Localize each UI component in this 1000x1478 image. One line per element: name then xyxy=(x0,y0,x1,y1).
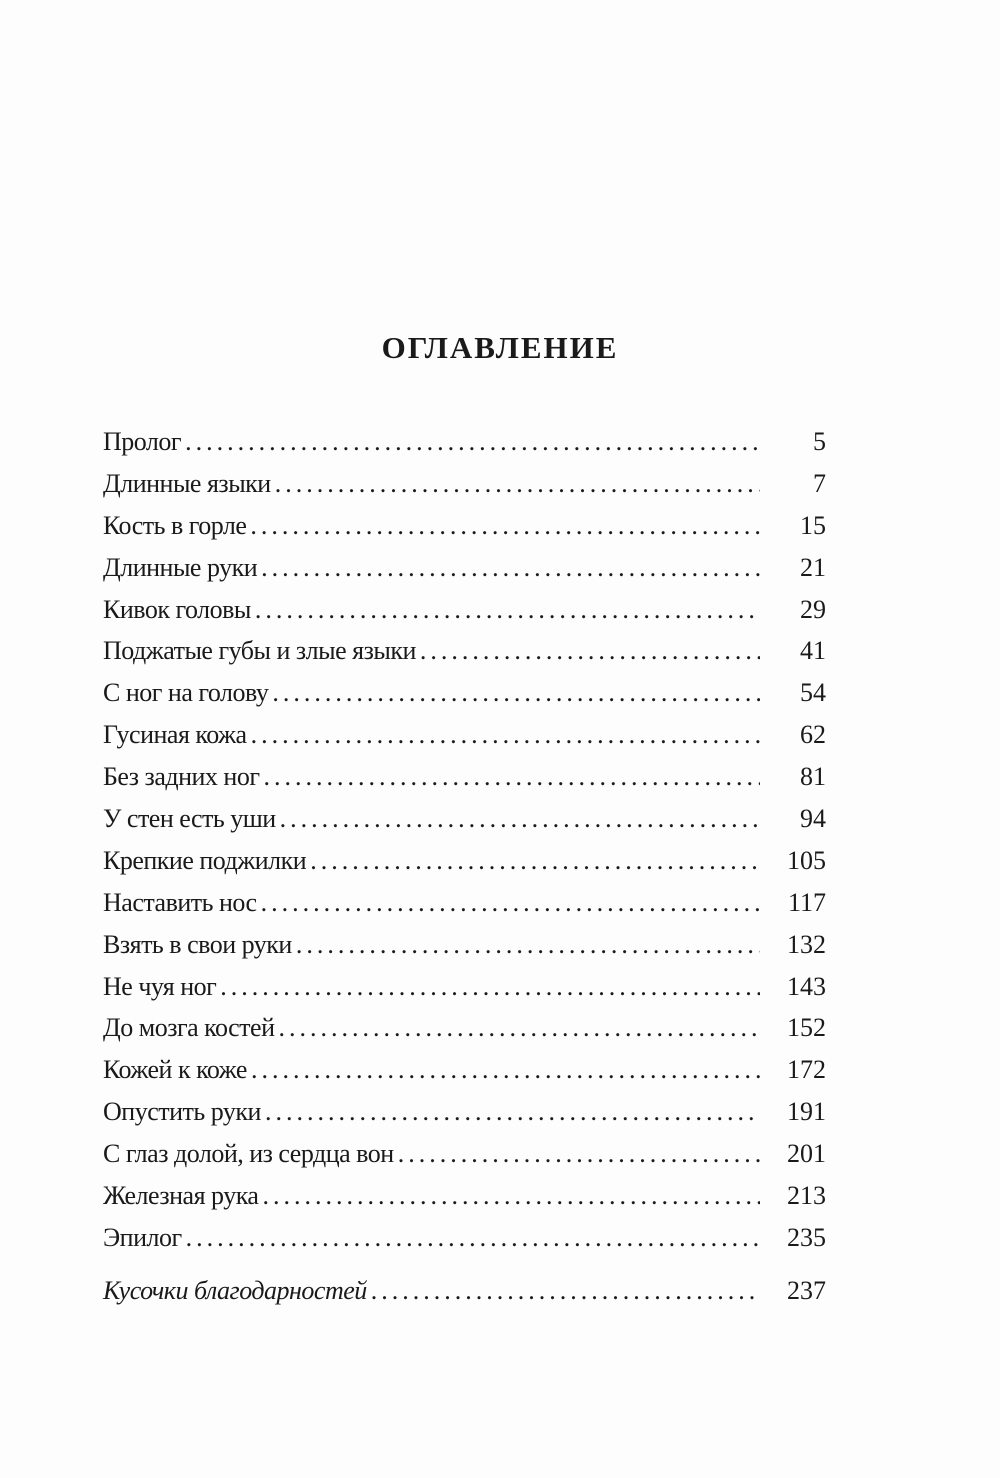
dot-leader xyxy=(278,1007,760,1049)
entry-title: Длинные руки xyxy=(103,552,258,582)
entry-page-number: 29 xyxy=(800,594,826,624)
entry-title: Без задних ног xyxy=(103,762,260,792)
dot-leader xyxy=(251,1049,760,1091)
entry-title: Длинные языки xyxy=(103,468,271,498)
entry-page-number: 15 xyxy=(800,510,826,540)
entry-page-number: 172 xyxy=(787,1055,826,1085)
dot-leader xyxy=(264,756,760,798)
entry-page-number: 62 xyxy=(800,720,826,750)
entry-title: У стен есть уши xyxy=(103,804,276,834)
entry-title: Пролог xyxy=(103,427,182,456)
entry-title: С глаз долой, из сердца вон xyxy=(103,1139,394,1169)
dot-leader xyxy=(310,840,760,882)
dot-leader xyxy=(186,1217,760,1259)
dot-leader xyxy=(398,1133,760,1175)
toc-entry xyxy=(103,630,826,672)
entry-page-number: 41 xyxy=(800,636,826,666)
toc-entry xyxy=(103,714,826,756)
entry-title: Крепкие поджилки xyxy=(103,845,307,875)
dot-leader xyxy=(371,1270,760,1312)
entry-page-number: 21 xyxy=(800,552,826,582)
dot-leader xyxy=(272,672,760,714)
entry-title: Кожей к коже xyxy=(103,1055,247,1085)
toc-entry xyxy=(103,1175,826,1217)
entry-page-number: 143 xyxy=(787,971,826,1001)
toc-entry xyxy=(103,505,826,547)
toc-entry xyxy=(103,882,826,924)
toc-entry xyxy=(103,1133,826,1175)
toc-entry xyxy=(103,672,826,714)
toc-entry xyxy=(103,463,826,505)
dot-leader xyxy=(220,966,760,1008)
entry-page-number: 117 xyxy=(787,887,826,917)
entry-page-number: 54 xyxy=(800,678,826,708)
toc-entry xyxy=(103,798,826,840)
entry-title: Не чуя ног xyxy=(103,971,217,1001)
dot-leader xyxy=(265,1091,760,1133)
entry-page-number: 81 xyxy=(800,762,826,792)
toc-entry xyxy=(103,1049,826,1091)
entry-title: Взять в свои руки xyxy=(103,929,292,959)
toc-entry xyxy=(103,547,826,589)
toc-entry xyxy=(103,589,826,631)
entry-page-number: 105 xyxy=(787,845,826,875)
entry-title: Кусочки благодарностей xyxy=(103,1275,367,1305)
toc-entry xyxy=(103,1091,826,1133)
dot-leader xyxy=(296,924,760,966)
toc-entry xyxy=(103,966,826,1008)
dot-leader xyxy=(262,1175,760,1217)
entry-title: До мозга костей xyxy=(103,1013,275,1043)
dot-leader xyxy=(251,714,760,756)
entry-page-number: 5 xyxy=(813,427,826,456)
entry-title: Наставить нос xyxy=(103,887,257,917)
toc-entry xyxy=(103,924,826,966)
entry-title: Гусиная кожа xyxy=(103,720,247,750)
toc-entry xyxy=(103,1217,826,1259)
dot-leader xyxy=(261,882,760,924)
entry-title: С ног на голову xyxy=(103,678,269,708)
dot-leader xyxy=(280,798,760,840)
entry-title: Железная рука xyxy=(103,1181,259,1211)
toc-entry xyxy=(103,1007,826,1049)
entry-title: Кивок головы xyxy=(103,594,251,624)
entry-title: Кость в горле xyxy=(103,510,247,540)
entry-page-number: 213 xyxy=(787,1181,826,1211)
entry-page-number: 7 xyxy=(813,468,826,498)
toc-entry xyxy=(103,421,826,463)
entry-title: Поджатые губы и злые языки xyxy=(103,636,416,666)
entry-page-number: 191 xyxy=(787,1097,826,1127)
entry-title: Эпилог xyxy=(103,1222,182,1252)
table-of-contents xyxy=(103,421,826,1312)
entry-page-number: 132 xyxy=(787,929,826,959)
dot-leader xyxy=(420,630,760,672)
toc-entry xyxy=(103,840,826,882)
dot-leader xyxy=(261,547,760,589)
page-title: ОГЛАВЛЕНИЕ xyxy=(381,330,619,365)
entry-title: Опустить руки xyxy=(103,1097,261,1127)
dot-leader xyxy=(250,505,760,547)
dot-leader xyxy=(275,463,760,505)
entry-page-number: 201 xyxy=(787,1139,826,1169)
dot-leader xyxy=(255,589,760,631)
entry-page-number: 152 xyxy=(787,1013,826,1043)
toc-entry xyxy=(103,756,826,798)
toc-entry-extra xyxy=(103,1270,826,1312)
entry-page-number: 94 xyxy=(800,804,826,834)
entry-page-number: 237 xyxy=(787,1275,826,1305)
entry-page-number: 235 xyxy=(787,1222,826,1252)
dot-leader xyxy=(185,421,760,463)
